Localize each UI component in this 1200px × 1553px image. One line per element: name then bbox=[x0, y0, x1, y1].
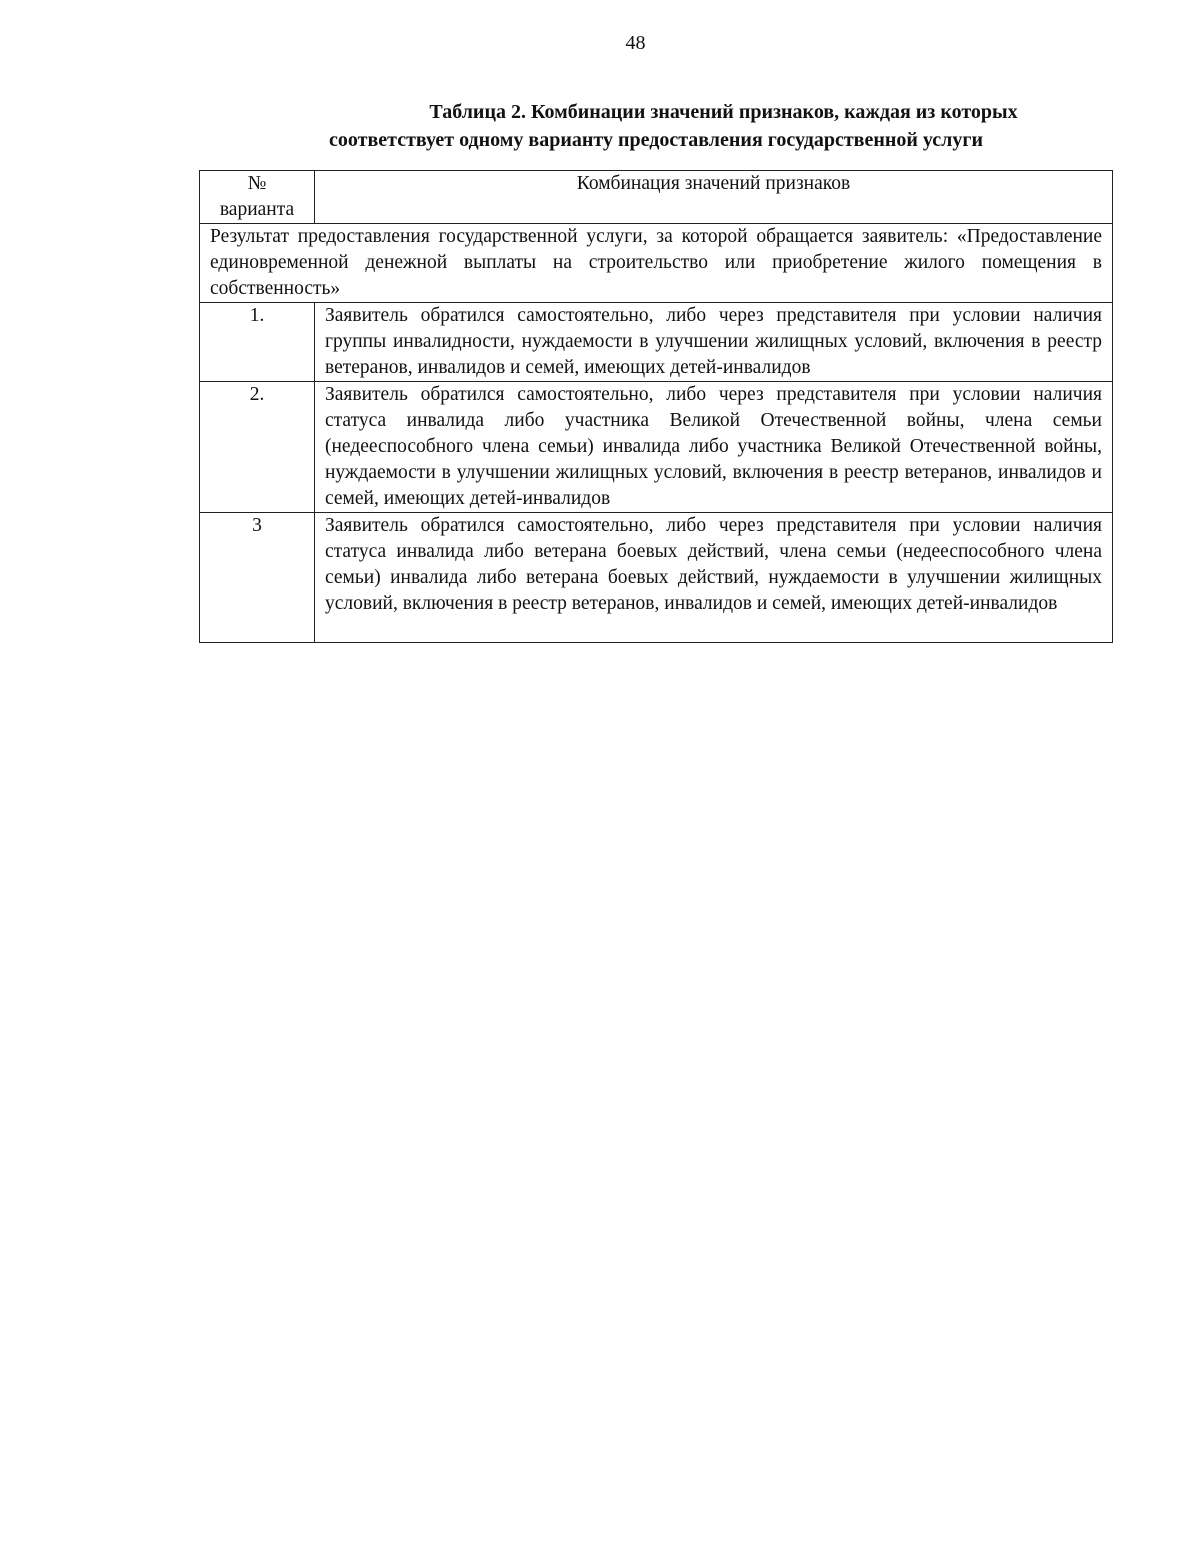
table-row bbox=[200, 382, 1113, 513]
table-title bbox=[200, 98, 1112, 154]
header-variant-number-word: варианта bbox=[219, 199, 295, 220]
result-cell: Результат предоставления государственной услуги, за которой обращается заявитель: «Предоставление единовременной денежной выплаты на строительство или приобретение жилого помещения в собственность» bbox=[200, 224, 1113, 303]
page-number: 48 bbox=[625, 32, 646, 54]
variants-table bbox=[199, 170, 1113, 643]
header-combination: Комбинация значений признаков bbox=[315, 171, 1113, 224]
result-row bbox=[200, 224, 1113, 303]
table-row bbox=[200, 513, 1113, 643]
variant-number-cell: 2. bbox=[200, 382, 315, 513]
header-variant-number bbox=[200, 171, 315, 224]
table-title-line-1: Таблица 2. Комбинации значений признаков, каждая из которых bbox=[429, 101, 1018, 123]
variant-description-cell: Заявитель обратился самостоятельно, либо через представителя при условии наличия статуса инвалида либо ветерана боевых действий, члена семьи (недееспособного члена семьи) инвалида либо ветерана боевых действий, нуждаемости в улучшении жилищных условий, включения в реестр ветеранов, инвалидов и семей, имеющих детей-инвалидов bbox=[315, 513, 1113, 643]
variant-description-cell: Заявитель обратился самостоятельно, либо через представителя при условии наличия группы инвалидности, нуждаемости в улучшении жилищных условий, включения в реестр ветеранов, инвалидов и семей, имеющих детей-инвалидов bbox=[315, 303, 1113, 382]
variant-number-cell: 3 bbox=[200, 513, 315, 643]
variant-description-cell: Заявитель обратился самостоятельно, либо через представителя при условии наличия статуса инвалида либо участника Великой Отечественной войны, члена семьи (недееспособного члена семьи) инвалида либо участника Великой Отечественной войны, нуждаемости в улучшении жилищных условий, включения в реестр ветеранов, инвалидов и семей, имеющих детей-инвалидов bbox=[315, 382, 1113, 513]
table-header-row bbox=[200, 171, 1113, 224]
variant-number-cell: 1. bbox=[200, 303, 315, 382]
table-title-line-2: соответствует одному варианту предоставления государственной услуги bbox=[329, 129, 983, 151]
header-variant-number-symbol: № bbox=[247, 173, 267, 194]
table-row bbox=[200, 303, 1113, 382]
